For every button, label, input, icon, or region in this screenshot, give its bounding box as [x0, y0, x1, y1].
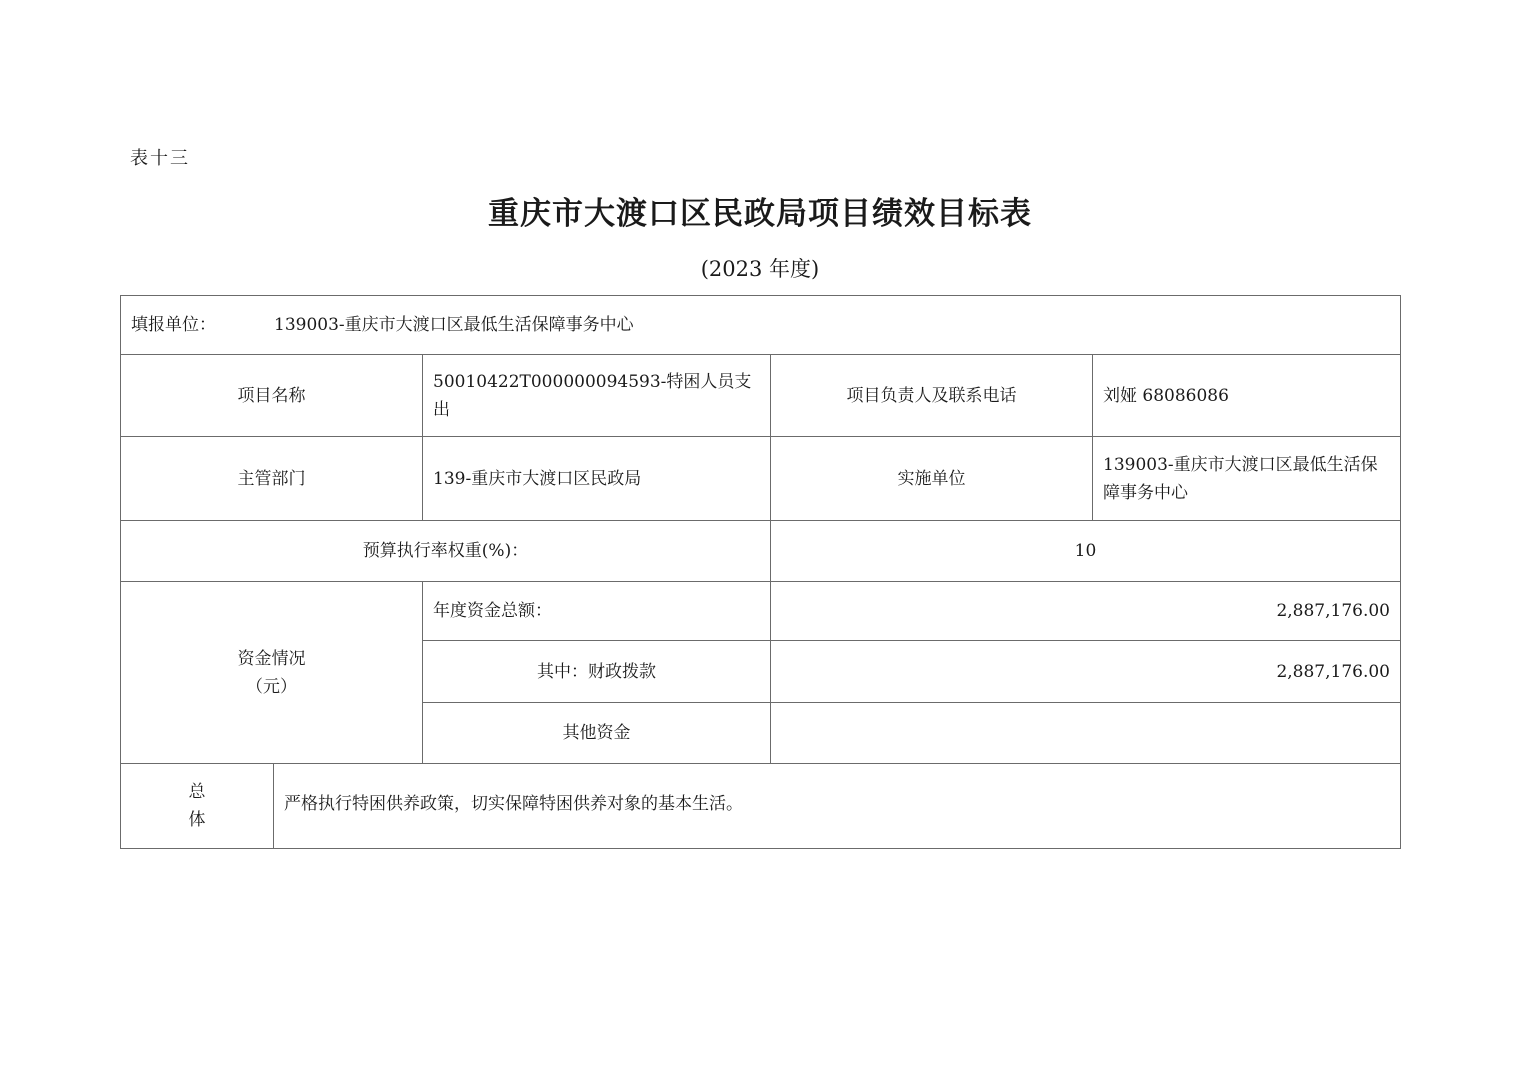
dept-label: 主管部门: [120, 436, 423, 521]
overall-goal-label: [120, 763, 274, 849]
dept-value: 139-重庆市大渡口区民政局: [422, 436, 771, 521]
overall-goal-label-line-2: 体: [188, 810, 206, 830]
funds-label-line-1: 资金情况: [237, 648, 306, 669]
table-number-label: 表十三: [130, 148, 190, 169]
impl-unit-label: 实施单位: [770, 436, 1093, 521]
overall-goal-value: 严格执行特困供养政策，切实保障特困供养对象的基本生活。: [273, 763, 1401, 849]
project-lead-value: 刘娅 68086086: [1092, 354, 1401, 437]
other-funds-value: [770, 702, 1401, 764]
fiscal-year: (2023 年度): [700, 257, 820, 281]
fiscal-appropriation-value: 2,887,176.00: [770, 640, 1401, 703]
funds-label: [120, 581, 423, 764]
budget-weight-value: 10: [770, 520, 1401, 582]
page-title: 重庆市大渡口区民政局项目绩效目标表: [488, 196, 1032, 232]
filler-unit-value: 139003-重庆市大渡口区最低生活保障事务中心: [274, 315, 634, 335]
annual-total-value: 2,887,176.00: [770, 581, 1401, 641]
performance-table: [120, 295, 1401, 849]
project-name-label: 项目名称: [120, 354, 423, 437]
funds-label-line-2: （元）: [246, 676, 297, 697]
other-funds-label: 其他资金: [422, 702, 771, 764]
budget-weight-label: 预算执行率权重(%)：: [120, 520, 771, 582]
project-name-value: 50010422T000000094593-特困人员支出: [422, 354, 771, 437]
project-lead-label: 项目负责人及联系电话: [770, 354, 1093, 437]
annual-total-label: 年度资金总额：: [422, 581, 771, 641]
overall-goal-label-line-1: 总: [188, 782, 206, 802]
filler-unit-row: [120, 295, 1401, 355]
impl-unit-value: 139003-重庆市大渡口区最低生活保障事务中心: [1092, 436, 1401, 521]
fiscal-appropriation-label: 其中：财政拨款: [422, 640, 771, 703]
filler-unit-label: 填报单位：: [131, 315, 216, 335]
